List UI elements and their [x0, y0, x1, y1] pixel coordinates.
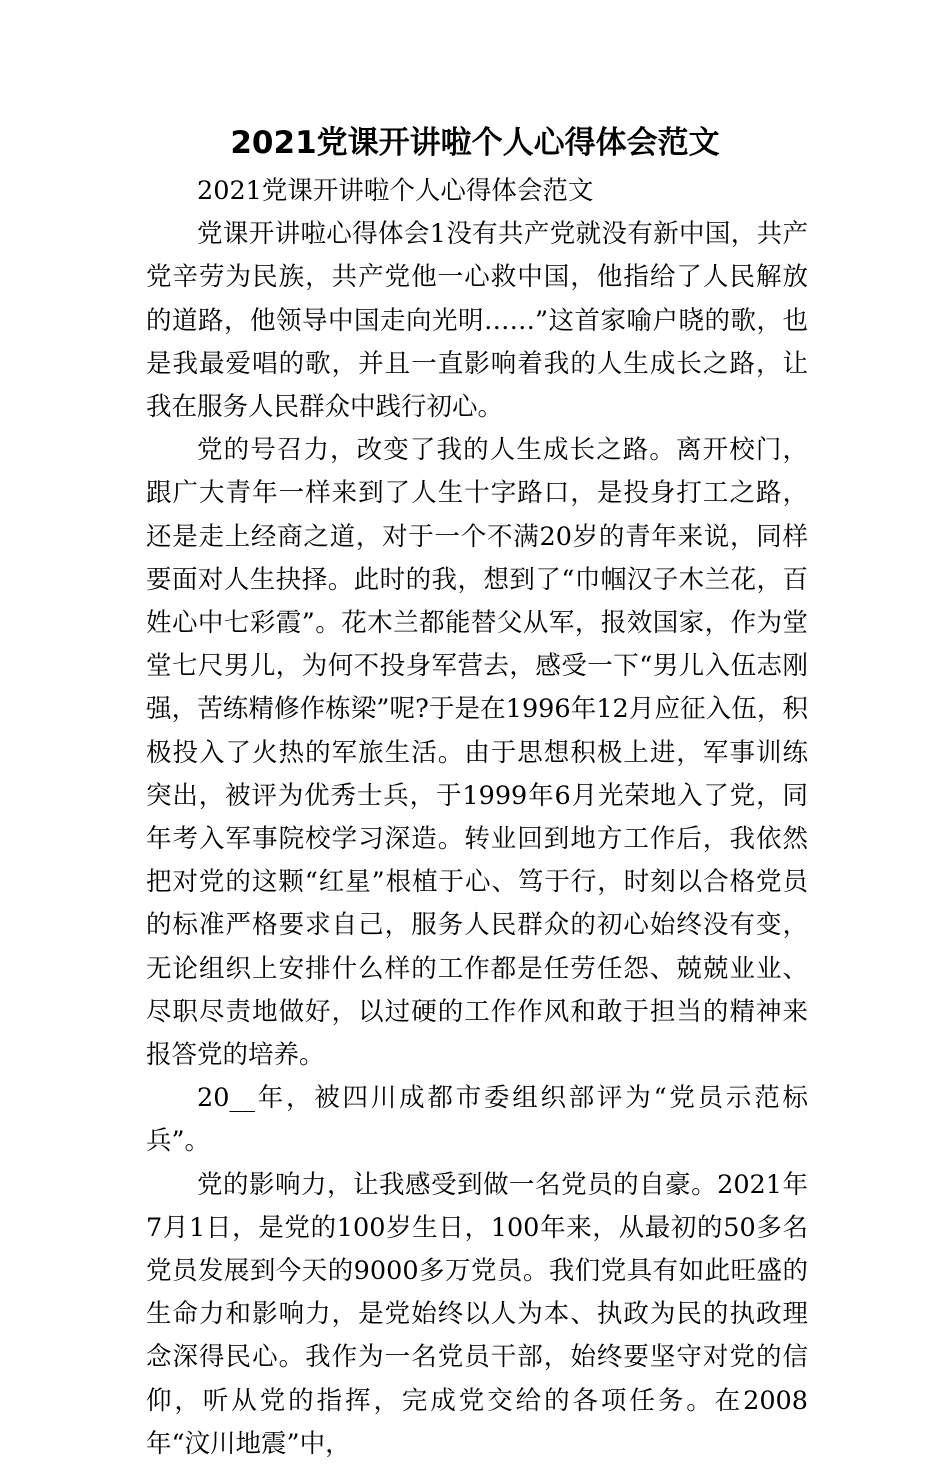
body-paragraph: 20__年，被四川成都市委组织部评为“党员示范标兵”。: [146, 1083, 808, 1157]
body-paragraph: 党课开讲啦心得体会1没有共产党就没有新中国，共产党辛劳为民族，共产党他一心救中国，他指给了人民解放的道路，他领导中国走向光明……”这首家喻户晓的歌，也是我最爱唱的歌，并且一直影响着我的人生成长之路，让我在服务人民群众中践行初心。: [146, 219, 808, 423]
body-paragraph: 党的影响力，让我感受到做一名党员的自豪。2021年7月1日，是党的100岁生日，100年来，从最初的50多名党员发展到今天的9000多万党员。我们党具有如此旺盛的生命力和影响力，是党始终以人为本、执政为民的执政理念深得民心。我作为一名党员干部，始终要坚守对党的信仰，听从党的指挥，完成党交给的各项任务。在2008年“汶川地震”中，: [146, 1169, 808, 1459]
body-paragraph: 党的号召力，改变了我的人生成长之路。离开校门，跟广大青年一样来到了人生十字路口，是投身打工之路，还是走上经商之道，对于一个不满20岁的青年来说，同样要面对人生抉择。此时的我，想到了“巾帼汉子木兰花，百姓心中七彩霞”。花木兰都能替父从军，报效国家，作为堂堂七尺男儿，为何不投身军营去，感受一下“男儿入伍志刚强，苦练精修作栋梁”呢?于是在1996年12月应征入伍，积极投入了火热的军旅生活。由于思想积极上进，军事训练突出，被评为优秀士兵，于1999年6月光荣地入了党，同年考入军事院校学习深造。转业回到地方工作后，我依然把对党的这颗“红星”根植于心、笃于行，时刻以合格党员的标准严格要求自己，服务人民群众的初心始终没有变，无论组织上安排什么样的工作都是任劳任怨、兢兢业业、尽职尽责地做好，以过硬的工作作风和敢于担当的精神来报答党的培养。: [146, 435, 808, 1071]
document-title: 2021党课开讲啦个人心得体会范文: [230, 125, 720, 161]
document-body: [146, 170, 808, 1466]
subtitle-paragraph: 2021党课开讲啦个人心得体会范文: [197, 176, 594, 206]
